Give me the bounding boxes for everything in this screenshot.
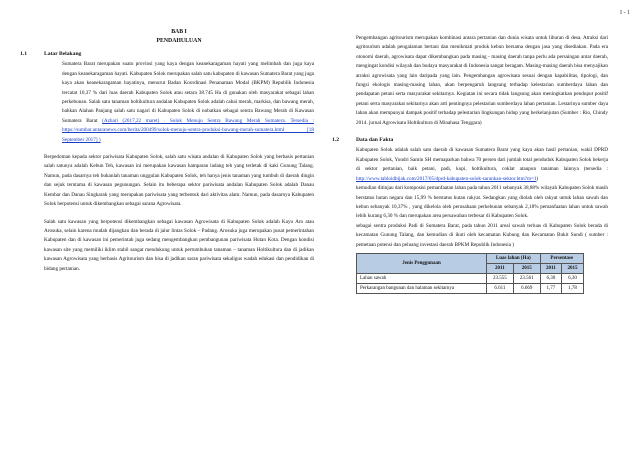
- table-cell: 23.561: [513, 273, 540, 283]
- paragraph-3: Salah satu kawasan yang berpotensi dikembangkan sebagai kawasan Agrowisata di Kabupaten Solok adalah Kayu Aro atau Arosuka, selain karena mudah dijangkau dan berada di jalur lintas Solok – Padang. Arosuka juga merupakan pusat pemerintahan Kabupaten dan di kawasan ini pemerintah juga sedang mengembangkan pembangunan pariwisata Hutan Kota. Dengan kondisi kawasan site yang memiliki iklim stabil sangat mendukung untuk pertumbuhan tanaman – tanaman Holtikultura dan di jadikan kawasan Agrowisata yang berbasis Agritourism dan bisa di jadikan saran pariwisata sekaligus wadah edukasi dan pendidikan di bidang pertanian.: [44, 218, 314, 272]
- table-cell: 6.611: [486, 283, 513, 293]
- table-year-cell: 2011: [540, 263, 562, 273]
- paragraph-text: Sumatera Barat merupakan suatu provinsi yang kaya dengan keanekaragaman hayati yang melimbah dan juga kaya dengan keanekaragaman hayati. Kabupaten Solok merupakan salah satu kabupaten di kawasan Sumatera Barat yang juga kaya akan keanekaragaman hayatinya, menurut Badan Koordinasi Penanaman Modal (BKPM) Republik Indonesia tercatat 10,37 % dari luas daerah Kabupaten Solok atau setara 38.745 Ha di gunakan oleh masyarakat sebagai lahan perkebunan. Salah satu tanaman holtikultura andalan Kabupaten Solok adalah cabai merah, markisa, dan bawang merah, bahkan Alahan Panjang salah satu nagari di Kabupaten Solok di nobatkan sebagai sentra Bawang Merah di Kawasan Sumatera Barat: [62, 61, 314, 124]
- paragraph-data-1: [338, 146, 608, 184]
- paragraph-text-end: ): [536, 175, 539, 182]
- paragraph-1: [44, 60, 314, 145]
- table-cell: Lahan sawah: [357, 273, 487, 283]
- table-row: [357, 273, 584, 283]
- table-header-row: [357, 253, 584, 263]
- section-heading-latar-belakang: [20, 50, 314, 59]
- table-cell: 6,30: [562, 273, 584, 283]
- table-cell: Perkarangan bangunan dan halaman sekitarnya: [357, 283, 487, 293]
- section-heading-data-fakta: [332, 136, 608, 145]
- table-header-cell: Jenis Penggunaan: [357, 253, 487, 273]
- land-use-table: [356, 253, 584, 294]
- paragraph-data-3: sebagai sentra produksi Padi di Sumatera Barat, pada tahun 2011 areal sawah terluas di Kabupaten Solok berada di kecamatan Gunung Talang, dan kemudian di ikuti oleh kecamatan Kubung dan Kecamatan Bukit Sundi ( sumber : pemetaan potensi dan peluang investasi daerah BPKM Republik Indonesia ): [356, 222, 608, 248]
- table-cell: 1,78: [562, 283, 584, 293]
- chapter-title: PENDAHULUAN: [156, 38, 202, 44]
- table-year-cell: 2015: [562, 263, 584, 273]
- paragraph-text: Kabupaten Solok adalah salah satu daerah di kawasan Sumatera Barat yang kaya akan hasil pertanian, wakil DPRD Kabupaten Solok, Yondri Samin SH memaparkan bahwa 70 persen dari jumlah total penduduk Kabupaten Solok bekerja di sektor pertanian, baik petani, padi, kopi, holtikultura, coklat ataupun tanaman lainnya (tersedia :: [356, 147, 608, 173]
- table-header-cell: Luas lahan (Ha): [486, 253, 540, 263]
- reference-link[interactable]: http://www.tabloidbijak.com/2017/05/dprd-kabupaten-solok-sarankan-sektor.htm?m=1: [356, 175, 537, 182]
- table-cell: 6.669: [513, 283, 540, 293]
- table-year-cell: 2011: [486, 263, 513, 273]
- table-cell: 23.555: [486, 273, 513, 283]
- paragraph-agritourism: Pengembangan agritourism merupakan kombinasi antara pertanian dan dunia wisata untuk liburan di desa. Atraksi dari agritourism adalah pengalaman bertani dan menikmati produk kebun bersama dengan jasa yang disediakan. Pada era otonomi daerah, agrowisata dapat dikembangkan pada masing - masing daerah tanpa perlu ada persaingan antar daerah, mengingat kondisi wilayah dan budaya masyarakat di Indonesia sangat beragam. Masing-masing daerah bisa menyajikan atraksi agrowisata yang lain daripada yang lain. Pengembangan agrowisata sesuai dengan kapabilitas, tipologi, dan fungsi ekologis masing-masing lahan, akan berpengaruh langsung terhadap kelestarian sumberdaya lahan dan pendapatan petani serta masyarakat sekitarnya. Kegiatan ini secara tidak langsung akan meningkatkan penduput positif petani serta masyarakat sekitarnya akan arti pentingnya pelestarian sumberdaya lahan pertanian. Lestarinya sumber daya lahan akan mempunyai dampak positif terhadap pelestarian lingkungan hidup yang berkelanjutan (Sumber : Rio, Chindy 2014. jurnal Agrowisata Holtikultura di Minahasa Tenggara): [356, 35, 608, 126]
- page-number: I - 1: [620, 10, 630, 16]
- chapter-label: BAB I: [171, 29, 187, 35]
- left-column: [20, 28, 315, 282]
- table-header-cell: Persentase: [540, 253, 583, 263]
- reference-link[interactable]: (Azhari (2017,22 maret) . Solok Menuju Sentra Bawang Merah Sumatera. Tersedia : https://sumbar.antaranews.com/berita/200499/solok-menuju-sentra-produksi-bawang-merah-sumatera.html [18 September 2017] ): [62, 117, 315, 143]
- table-cell: 1,77: [540, 283, 562, 293]
- table-row: [357, 283, 584, 293]
- table-cell: 6,30: [540, 273, 562, 283]
- right-column: [332, 34, 608, 294]
- section-title: Data dan Fakta: [356, 137, 394, 144]
- paragraph-2: Berpedoman kepada sektor pariwisata Kabupaten Solok, salah satu wisata andalan di Kabupaten Solok yang berbasis pertanian salah satunya adalah Kebun Teh, kawasan ini merupakan kawasan hamparan ladang teh yang terletak di kaki Gunung Talang. Namun, pada dasarnya teh bukanlah tanaman unggulan Kabupaten Solok, teh hanya jenis tanaman yang tumbuh di daerah dingin dan sejuk terutama di kawasan pegunungan. Selain itu beberapa sektor pariwisata andalan Kabupaten Solok adalah Danau Kembar dan Danau Singkarak yang merupakan pariwisata yang terbentuk dari aktivitas alam. Namun, pada dasarnya Kabupaten Solok berpotensi untuk dikembangkan sebagai sarana Agrowisata.: [44, 154, 314, 208]
- section-number: 1.2: [332, 137, 339, 144]
- paragraph-data-2: kemudian ditinjau dari komposisi pemanfaatan lahan pada tahun 2011 sebanyak 38,88% wilayah Kabupaten Solok masih berstatus hutan negara dan 15,99 % berstatus hutan rakyat. Sedangkan yang diolah oleh rakyat untuk lahan sawah dan kebun sebanyak 10,37% , yang dikelola oleh perusahaan perkebunan sebanyak 2,18% pemanfaatan lahan untuk sawah lebih kurang 6,30 % dan merupakan area persawahan terbesar di Kabupaten Solok.: [356, 185, 608, 220]
- table-year-cell: 2015: [513, 263, 540, 273]
- section-title: Latar Belakang: [44, 51, 82, 57]
- section-number: 1.1: [20, 51, 27, 57]
